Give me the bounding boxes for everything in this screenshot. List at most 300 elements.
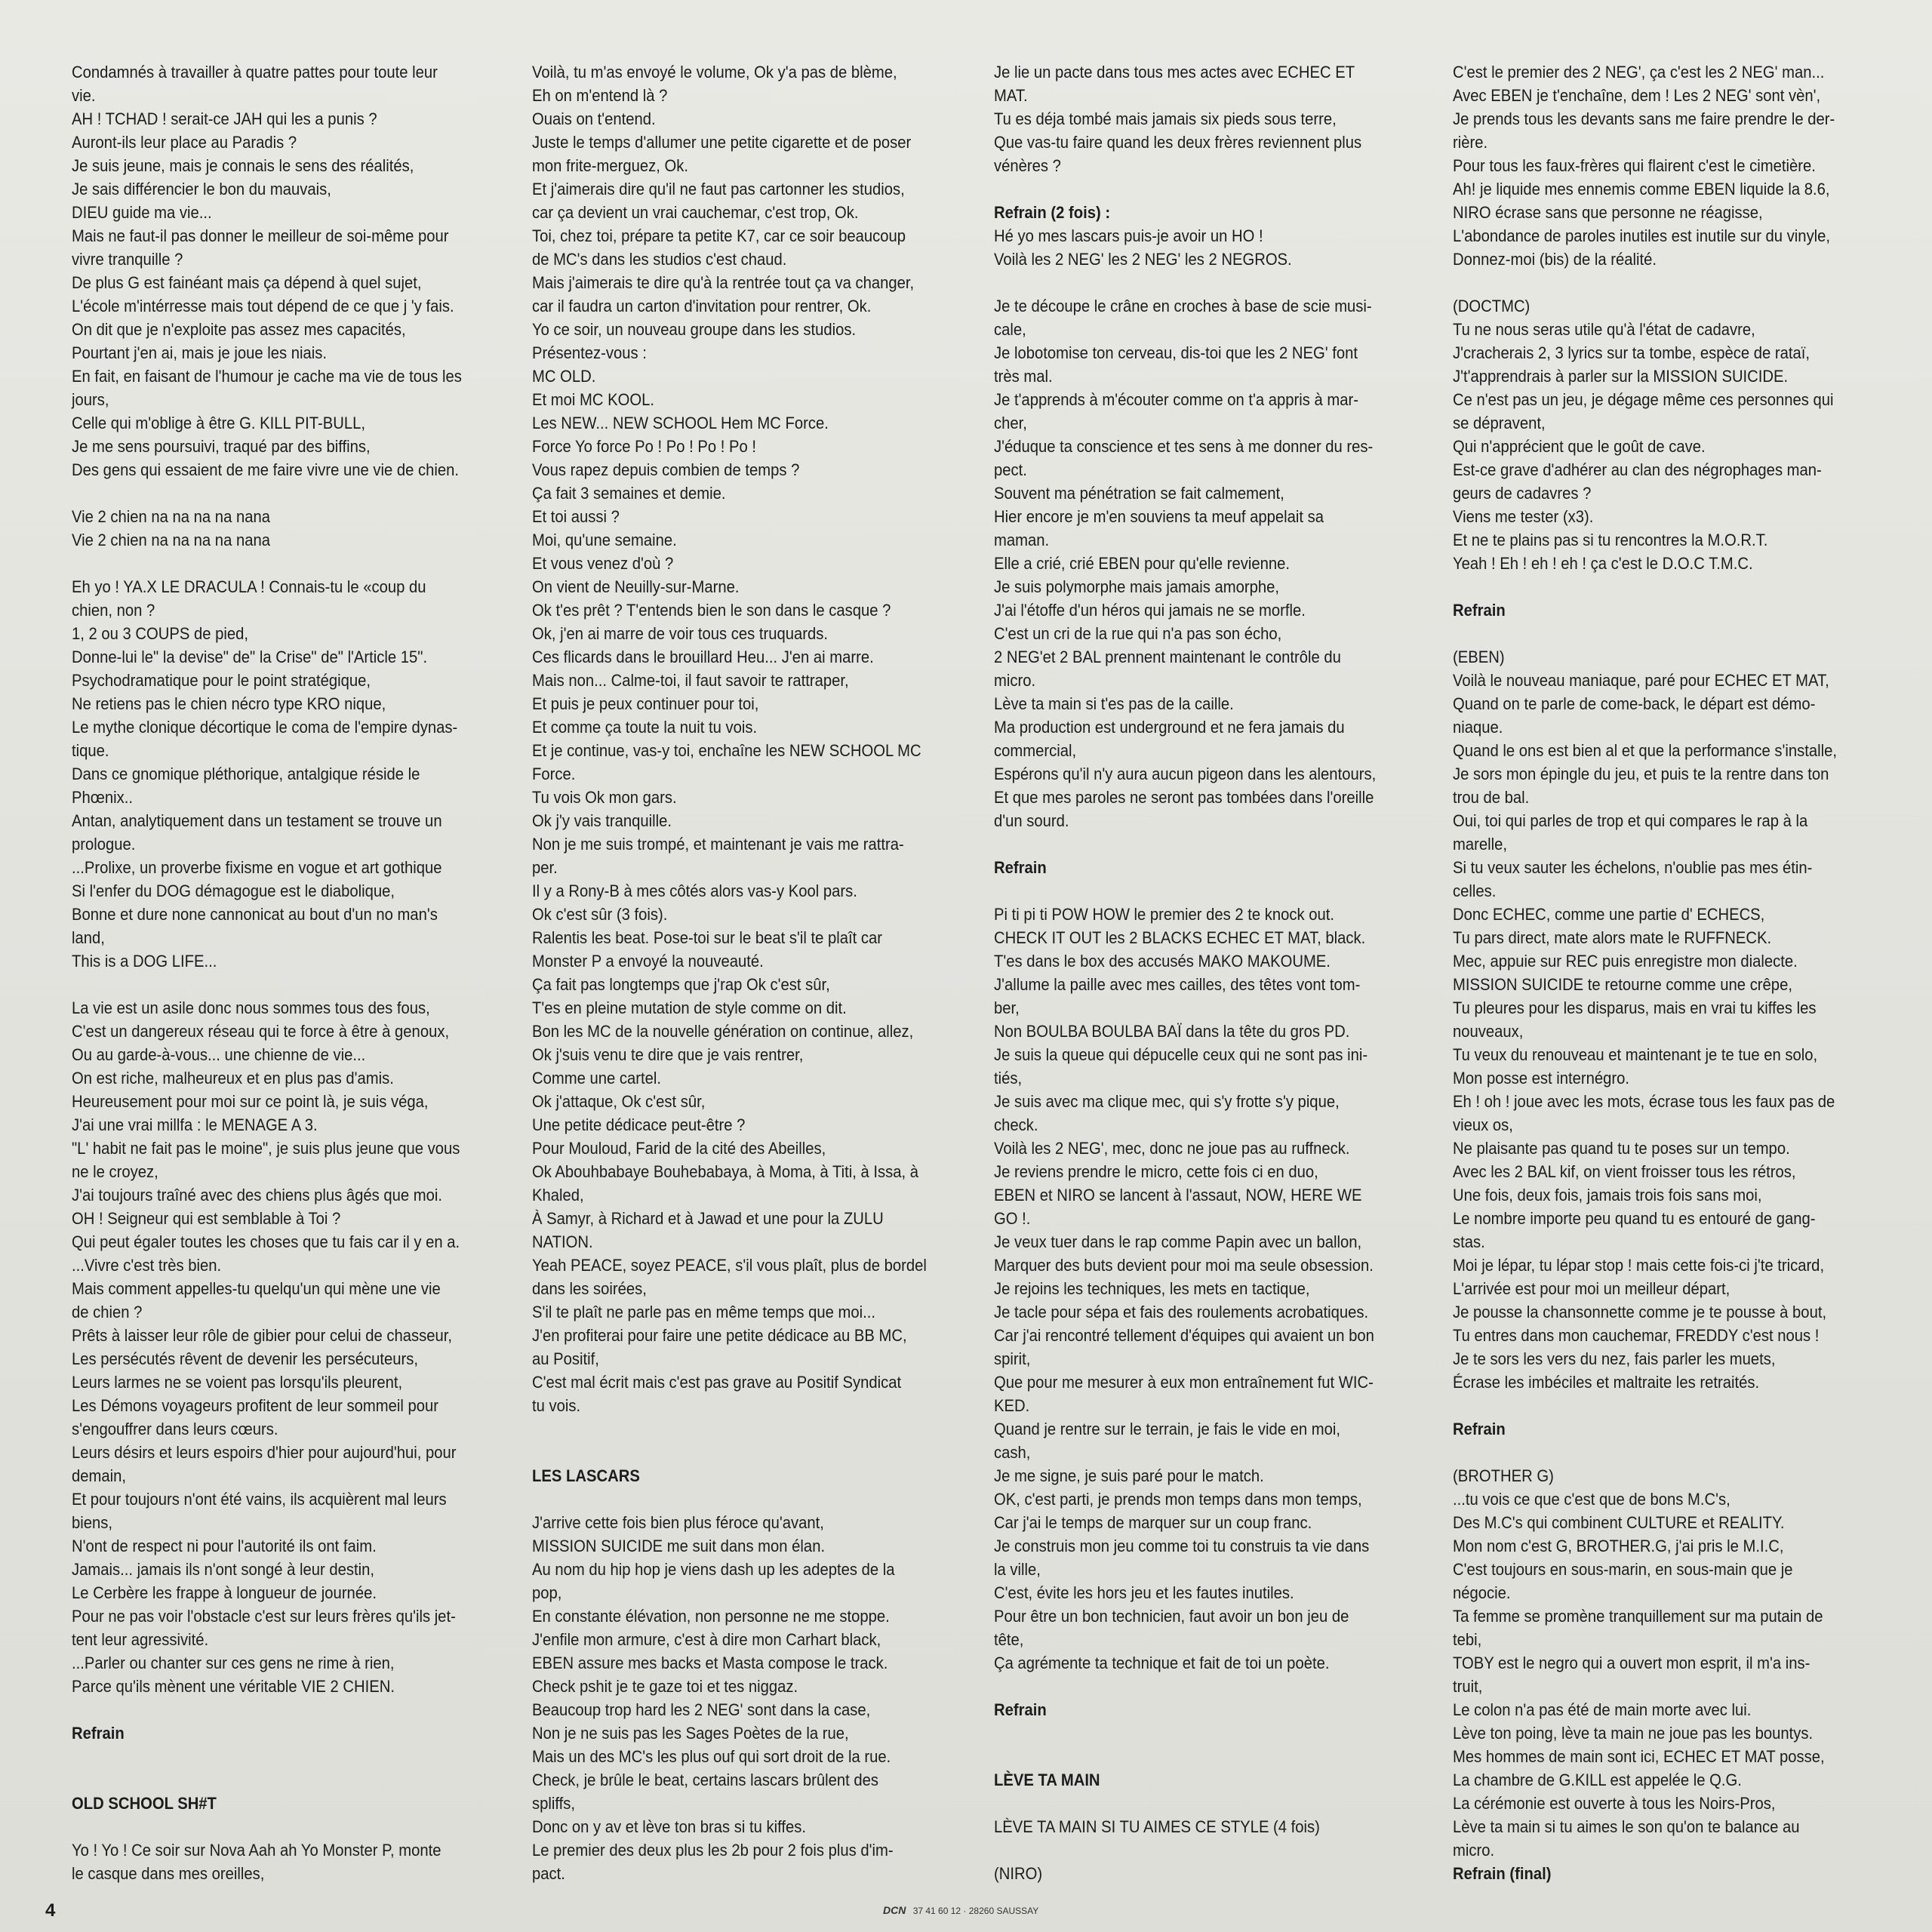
section-heading: Refrain (final) bbox=[1453, 1864, 1552, 1883]
lyric-line: Je me sens poursuivi, traqué par des biffins, bbox=[72, 437, 371, 456]
lyric-line: Celle qui m'oblige à être G. KILL PIT-BULL, bbox=[72, 414, 365, 432]
lyric-line: Je veux tuer dans le rap comme Papin avec un ballon, bbox=[994, 1232, 1362, 1251]
lyric-line: Écrase les imbéciles et maltraite les retraités. bbox=[1453, 1373, 1760, 1392]
lyric-line: Ou au garde-à-vous... une chienne de vie... bbox=[72, 1045, 366, 1064]
lyric-line: Les Démons voyageurs profitent de leur sommeil pour bbox=[72, 1396, 439, 1415]
lyric-line: Check, je brûle le beat, certains lascars brûlent des bbox=[532, 1770, 879, 1789]
lyric-line: geurs de cadavres ? bbox=[1453, 484, 1592, 503]
lyric-line: Voilà les 2 NEG', mec, donc ne joue pas au ruffneck. bbox=[994, 1139, 1350, 1158]
lyric-line: Psychodramatique pour le point stratégique, bbox=[72, 671, 371, 690]
lyric-line: Tu pars direct, mate alors mate le RUFFNECK. bbox=[1453, 928, 1772, 947]
lyric-line: Ma production est underground et ne fera jamais du bbox=[994, 718, 1345, 737]
lyric-line bbox=[72, 973, 492, 996]
lyric-line: per. bbox=[532, 858, 558, 877]
lyric-line: demain, bbox=[72, 1466, 127, 1485]
lyric-line: Je reviens prendre le micro, cette fois ci en duo, bbox=[994, 1162, 1318, 1181]
lyric-line bbox=[72, 552, 492, 575]
lyric-line: Je suis la queue qui dépucelle ceux qui ne sont pas ini- bbox=[994, 1045, 1368, 1064]
lyric-line: Toi, chez toi, prépare ta petite K7, car ce soir beaucoup bbox=[532, 226, 906, 245]
lyric-line: Voilà le nouveau maniaque, paré pour ECHEC ET MAT, bbox=[1453, 671, 1829, 690]
lyric-line: ...Parler ou chanter sur ces gens ne rime à rien, bbox=[72, 1654, 395, 1672]
lyric-line bbox=[994, 1792, 1414, 1815]
lyric-line: spirit, bbox=[994, 1349, 1031, 1368]
lyric-line: GO !. bbox=[994, 1209, 1031, 1228]
lyric-line: Et comme ça toute la nuit tu vois. bbox=[532, 718, 758, 737]
lyric-line: Mais ne faut-il pas donner le meilleur de soi-même pour bbox=[72, 226, 449, 245]
lyric-line: chien, non ? bbox=[72, 601, 155, 620]
lyric-line: Mais j'aimerais te dire qu'à la rentrée tout ça va changer, bbox=[532, 273, 915, 292]
lyric-line: OH ! Seigneur qui est semblable à Toi ? bbox=[72, 1209, 341, 1228]
lyric-line: Et que mes paroles ne seront pas tombées dans l'oreille bbox=[994, 788, 1374, 807]
lyric-line bbox=[72, 481, 492, 505]
lyric-line: Yo ! Yo ! Ce soir sur Nova Aah ah Yo Monster P, monte bbox=[72, 1841, 441, 1860]
lyric-line: Dans ce gnomique pléthorique, antalgique réside le bbox=[72, 764, 420, 783]
lyric-line: la ville, bbox=[994, 1560, 1041, 1579]
lyric-line: au Positif, bbox=[532, 1349, 599, 1368]
lyric-line: Et moi MC KOOL. bbox=[532, 390, 654, 409]
lyric-line: tiés, bbox=[994, 1069, 1023, 1088]
lyric-line bbox=[1453, 622, 1873, 645]
lyric-line: Avec EBEN je t'enchaîne, dem ! Les 2 NEG' sont vèn', bbox=[1453, 86, 1821, 105]
lyric-line: Leurs désirs et leurs espoirs d'hier pour aujourd'hui, pour bbox=[72, 1443, 457, 1462]
lyric-line: Les NEW... NEW SCHOOL Hem MC Force. bbox=[532, 414, 829, 432]
lyric-line: Le Cerbère les frappe à longueur de journée. bbox=[72, 1583, 377, 1602]
lyric-line: C'est le premier des 2 NEG', ça c'est les 2 NEG' man... bbox=[1453, 63, 1825, 82]
lyric-line bbox=[1453, 575, 1873, 598]
section-heading: LES LASCARS bbox=[532, 1466, 640, 1485]
lyric-line: Voilà les 2 NEG' les 2 NEG' les 2 NEGROS. bbox=[994, 250, 1292, 269]
lyric-line: pact. bbox=[532, 1864, 565, 1883]
lyric-line: J'ai l'étoffe d'un héros qui jamais ne se morfle. bbox=[994, 601, 1306, 620]
lyric-line: Des gens qui essaient de me faire vivre une vie de chien. bbox=[72, 460, 460, 479]
lyric-line: Comme une cartel. bbox=[532, 1069, 661, 1088]
lyric-line: Je me signe, je suis paré pour le match. bbox=[994, 1466, 1264, 1485]
lyric-line: Quand on te parle de come-back, le départ est démo- bbox=[1453, 694, 1816, 713]
lyric-line: Je lobotomise ton cerveau, dis-toi que les 2 NEG' font bbox=[994, 343, 1358, 362]
lyric-line: de chien ? bbox=[72, 1303, 143, 1321]
lyric-line: Vous rapez depuis combien de temps ? bbox=[532, 460, 800, 479]
lyric-line: stas. bbox=[1453, 1232, 1485, 1251]
lyric-line: vieux os, bbox=[1453, 1115, 1513, 1134]
lyric-line: Non je me suis trompé, et maintenant je vais me rattra- bbox=[532, 835, 904, 854]
lyric-line: Lève ta main si tu aimes le son qu'on te balance au bbox=[1453, 1817, 1800, 1836]
lyric-line bbox=[532, 1417, 952, 1441]
lyric-line: Je suis polymorphe mais jamais amorphe, bbox=[994, 577, 1279, 596]
lyric-line: Leurs larmes ne se voient pas lorsqu'ils pleurent, bbox=[72, 1373, 403, 1392]
lyric-line: Condamnés à travailler à quatre pattes pour toute leur bbox=[72, 63, 438, 82]
lyric-line: MC OLD. bbox=[532, 367, 596, 386]
lyric-line: car il faudra un carton d'invitation pour rentrer, Ok. bbox=[532, 297, 872, 315]
lyric-line: Marquer des buts devient pour moi ma seule obsession. bbox=[994, 1256, 1374, 1275]
lyric-line: Yeah ! Eh ! eh ! eh ! ça c'est le D.O.C T.M.C. bbox=[1453, 554, 1753, 573]
lyric-line: Je suis jeune, mais je connais le sens des réalités, bbox=[72, 156, 414, 175]
lyric-line: négocie. bbox=[1453, 1583, 1511, 1602]
lyric-line: En fait, en faisant de l'humour je cache ma vie de tous les bbox=[72, 367, 462, 386]
lyric-line: J'allume la paille avec mes cailles, des têtes vont tom- bbox=[994, 975, 1361, 994]
lyric-line: Juste le temps d'allumer une petite cigarette et de poser bbox=[532, 133, 912, 152]
lyric-line: Espérons qu'il n'y aura aucun pigeon dans les alentours, bbox=[994, 764, 1377, 783]
lyric-line: cale, bbox=[994, 320, 1026, 339]
lyric-line: Et ne te plains pas si tu rencontres la M.O.R.T. bbox=[1453, 531, 1768, 549]
lyric-line: Check pshit je te gaze toi et tes niggaz. bbox=[532, 1677, 798, 1696]
lyric-line: Une petite dédicace peut-être ? bbox=[532, 1115, 746, 1134]
lyric-line: cher, bbox=[994, 414, 1027, 432]
lyric-line bbox=[994, 271, 1414, 294]
lyric-line: Donnez-moi (bis) de la réalité. bbox=[1453, 250, 1657, 269]
lyric-line: Hier encore je m'en souviens ta meuf appelait sa bbox=[994, 507, 1324, 526]
printer-address: 37 41 60 12 · 28260 SAUSSAY bbox=[912, 1906, 1039, 1916]
lyric-line: Moi, qu'une semaine. bbox=[532, 531, 677, 549]
lyric-line: De plus G est fainéant mais ça dépend à quel sujet, bbox=[72, 273, 422, 292]
lyric-line: vie. bbox=[72, 86, 96, 105]
lyric-line: pect. bbox=[994, 460, 1027, 479]
lyric-line: TOBY est le negro qui a ouvert mon esprit, il m'a ins- bbox=[1453, 1654, 1810, 1672]
lyric-line: Ok j'y vais tranquille. bbox=[532, 811, 672, 830]
lyric-line: Je suis avec ma clique mec, qui s'y frotte s'y pique, bbox=[994, 1092, 1340, 1111]
lyric-line: jours, bbox=[72, 390, 109, 409]
printer-logo: DCN bbox=[883, 1904, 906, 1916]
lyric-line: tique. bbox=[72, 741, 109, 760]
lyric-line: Hé yo mes lascars puis-je avoir un HO ! bbox=[994, 226, 1263, 245]
lyric-line: Ok c'est sûr (3 fois). bbox=[532, 905, 668, 924]
lyric-line: Je tacle pour sépa et fais des roulements acrobatiques. bbox=[994, 1303, 1369, 1321]
lyric-line: L'arrivée est pour moi un meilleur départ, bbox=[1453, 1279, 1730, 1298]
lyric-line: Souvent ma pénétration se fait calmement, bbox=[994, 484, 1284, 503]
lyric-line: ne le croyez, bbox=[72, 1162, 158, 1181]
lyric-line: CHECK IT OUT les 2 BLACKS ECHEC ET MAT, black. bbox=[994, 928, 1366, 947]
lyric-line: tebi, bbox=[1453, 1630, 1482, 1649]
lyric-line: cash, bbox=[994, 1443, 1031, 1462]
lyric-line: Ok, j'en ai marre de voir tous ces truquards. bbox=[532, 624, 828, 643]
lyric-line bbox=[72, 1815, 492, 1838]
lyric-line: J'enfile mon armure, c'est à dire mon Carhart black, bbox=[532, 1630, 881, 1649]
lyric-line bbox=[532, 1487, 952, 1511]
lyric-line: EBEN assure mes backs et Masta compose le track. bbox=[532, 1654, 888, 1672]
lyric-line: (DOCTMC) bbox=[1453, 297, 1531, 315]
lyric-line: Bonne et dure none cannonicat au bout d'un no man's bbox=[72, 905, 438, 924]
section-heading: Refrain bbox=[994, 1700, 1047, 1719]
lyric-line: Je sais différencier le bon du mauvais, bbox=[72, 180, 331, 198]
lyric-line: marelle, bbox=[1453, 835, 1507, 854]
lyric-line: ...tu vois ce que c'est que de bons M.C's, bbox=[1453, 1490, 1730, 1509]
lyric-line: Heureusement pour moi sur ce point là, je suis véga, bbox=[72, 1092, 429, 1111]
lyric-line: 2 NEG'et 2 BAL prennent maintenant le contrôle du bbox=[994, 648, 1341, 666]
lyric-line: Oui, toi qui parles de trop et qui compares le rap à la bbox=[1453, 811, 1808, 830]
lyric-line: NATION. bbox=[532, 1232, 593, 1251]
lyric-line: J'en profiterai pour faire une petite dédicace au BB MC, bbox=[532, 1326, 907, 1345]
lyric-line: Et puis je peux continuer pour toi, bbox=[532, 694, 759, 713]
lyric-line: ber, bbox=[994, 998, 1020, 1017]
lyric-line: Si l'enfer du DOG démagogue est le diabolique, bbox=[72, 881, 395, 900]
lyric-line: Et je continue, vas-y toi, enchaîne les NEW SCHOOL MC bbox=[532, 741, 921, 760]
lyric-line bbox=[994, 832, 1414, 856]
lyric-line: Ok j'suis venu te dire que je vais rentrer, bbox=[532, 1045, 804, 1064]
lyric-line: MISSION SUICIDE te retourne comme une crêpe, bbox=[1453, 975, 1792, 994]
lyric-line: Tu ne nous seras utile qu'à l'état de cadavre, bbox=[1453, 320, 1755, 339]
lyric-line: Au nom du hip hop je viens dash up les adeptes de la bbox=[532, 1560, 895, 1579]
lyric-line: Tu vois Ok mon gars. bbox=[532, 788, 677, 807]
lyric-line: Je prends tous les devants sans me faire prendre le der- bbox=[1453, 109, 1835, 128]
lyric-line bbox=[72, 1745, 492, 1768]
lyric-line: OK, c'est parti, je prends mon temps dans mon temps, bbox=[994, 1490, 1362, 1509]
lyric-line: Quand je rentre sur le terrain, je fais le vide en moi, bbox=[994, 1420, 1341, 1438]
lyric-line: Lève ta main si t'es pas de la caille. bbox=[994, 694, 1234, 713]
lyric-line: Donc ECHEC, comme une partie d' ECHECS, bbox=[1453, 905, 1765, 924]
lyric-line: Beaucoup trop hard les 2 NEG' sont dans la case, bbox=[532, 1700, 871, 1719]
lyric-line: pop, bbox=[532, 1583, 562, 1602]
lyric-line: tent leur agressivité. bbox=[72, 1630, 209, 1649]
lyric-line: Ok Abouhbabaye Bouhebabaya, à Moma, à Titi, à Issa, à bbox=[532, 1162, 918, 1181]
lyric-line: (NIRO) bbox=[994, 1864, 1043, 1883]
lyric-line: Yo ce soir, un nouveau groupe dans les studios. bbox=[532, 320, 857, 339]
lyric-line: tête, bbox=[994, 1630, 1024, 1649]
lyric-line: C'est toujours en sous-marin, en sous-main que je bbox=[1453, 1560, 1793, 1579]
lyric-line: J'arrive cette fois bien plus féroce qu'avant, bbox=[532, 1513, 824, 1532]
lyric-line: Je t'apprends à m'écouter comme on t'a appris à mar- bbox=[994, 390, 1358, 409]
lyric-line: AH ! TCHAD ! serait-ce JAH qui les a punis ? bbox=[72, 109, 377, 128]
lyric-line: S'il te plaît ne parle pas en même temps que moi... bbox=[532, 1303, 875, 1321]
lyric-line: Je construis mon jeu comme toi tu construis ta vie dans bbox=[994, 1537, 1370, 1555]
lyric-line bbox=[994, 1745, 1414, 1768]
lyric-line: micro. bbox=[994, 671, 1036, 690]
lyric-line: Mec, appuie sur REC puis enregistre mon dialecte. bbox=[1453, 952, 1798, 971]
lyric-line: La chambre de G.KILL est appelée le Q.G. bbox=[1453, 1770, 1742, 1789]
lyric-line: T'es dans le box des accusés MAKO MAKOUME. bbox=[994, 952, 1331, 971]
lyric-line: Eh on m'entend là ? bbox=[532, 86, 668, 105]
lyric-line: Ouais on t'entend. bbox=[532, 109, 656, 128]
lyric-line: Une fois, deux fois, jamais trois fois sans moi, bbox=[1453, 1186, 1762, 1204]
lyric-line bbox=[72, 1768, 492, 1792]
lyric-line: N'ont de respect ni pour l'autorité ils ont faim. bbox=[72, 1537, 377, 1555]
lyric-line: prologue. bbox=[72, 835, 136, 854]
lyric-line: Yeah PEACE, soyez PEACE, s'il vous plaît, plus de bordel bbox=[532, 1256, 927, 1275]
lyric-line: C'est, évite les hors jeu et les fautes inutiles. bbox=[994, 1583, 1294, 1602]
lyric-line: Ça agrémente ta technique et fait de toi un poète. bbox=[994, 1654, 1330, 1672]
lyric-line: truit, bbox=[1453, 1677, 1483, 1696]
lyric-line: MISSION SUICIDE me suit dans mon élan. bbox=[532, 1537, 826, 1555]
lyric-line: Pi ti pi ti POW HOW le premier des 2 te knock out. bbox=[994, 905, 1335, 924]
lyric-line: nouveaux, bbox=[1453, 1022, 1524, 1041]
lyric-line: Le premier des deux plus les 2b pour 2 fois plus d'im- bbox=[532, 1841, 894, 1860]
lyric-line: Je te découpe le crâne en croches à base de scie musi- bbox=[994, 297, 1372, 315]
lyric-line: This is a DOG LIFE... bbox=[72, 952, 217, 971]
lyric-line: EBEN et NIRO se lancent à l'assaut, NOW, HERE WE bbox=[994, 1186, 1362, 1204]
lyric-line: trou de bal. bbox=[1453, 788, 1530, 807]
lyric-line: (BROTHER G) bbox=[1453, 1466, 1554, 1485]
lyric-line: Que pour me mesurer à eux mon entraînement fut WIC- bbox=[994, 1373, 1374, 1392]
lyric-line: Car j'ai rencontré tellement d'équipes qui avaient un bon bbox=[994, 1326, 1374, 1345]
lyric-line: rière. bbox=[1453, 133, 1488, 152]
lyric-line: Vie 2 chien na na na na nana bbox=[72, 507, 270, 526]
lyric-line: Donne-lui le" la devise" de" la Crise" de" l'Article 15". bbox=[72, 648, 428, 666]
lyric-line: micro. bbox=[1453, 1841, 1495, 1860]
lyric-line: Antan, analytiquement dans un testament se trouve un bbox=[72, 811, 442, 830]
lyric-line: J't'apprendrais à parler sur la MISSION SUICIDE. bbox=[1453, 367, 1789, 386]
lyric-line bbox=[532, 1441, 952, 1464]
lyric-line: On dit que je n'exploite pas assez mes capacités, bbox=[72, 320, 406, 339]
lyric-line: J'ai une vrai millfa : le MENAGE A 3. bbox=[72, 1115, 318, 1134]
lyric-line: Car j'ai le temps de marquer sur un coup franc. bbox=[994, 1513, 1312, 1532]
lyric-line: d'un sourd. bbox=[994, 811, 1069, 830]
lyric-line: Pourtant j'en ai, mais je joue les niais. bbox=[72, 343, 328, 362]
lyric-line: On vient de Neuilly-sur-Marne. bbox=[532, 577, 740, 596]
lyric-line bbox=[72, 1698, 492, 1721]
lyric-line: dans les soirées, bbox=[532, 1279, 647, 1298]
lyric-line: Ok t'es prêt ? T'entends bien le son dans le casque ? bbox=[532, 601, 891, 620]
lyric-line: "L' habit ne fait pas le moine", je suis plus jeune que vous bbox=[72, 1139, 460, 1158]
lyric-line: Je pousse la chansonnette comme je te pousse à bout, bbox=[1453, 1303, 1827, 1321]
lyric-line: Et j'aimerais dire qu'il ne faut pas cartonner les studios, bbox=[532, 180, 905, 198]
lyric-line: C'est un cri de la rue qui n'a pas son écho, bbox=[994, 624, 1282, 643]
lyric-line: Ah! je liquide mes ennemis comme EBEN liquide la 8.6, bbox=[1453, 180, 1830, 198]
lyric-line: Parce qu'ils mènent une véritable VIE 2 CHIEN. bbox=[72, 1677, 395, 1696]
lyric-line: Je te sors les vers du nez, fais parler les muets, bbox=[1453, 1349, 1776, 1368]
lyric-line: Si tu veux sauter les échelons, n'oublie pas mes étin- bbox=[1453, 858, 1813, 877]
lyric-line: Des M.C's qui combinent CULTURE et REALITY. bbox=[1453, 1513, 1785, 1532]
lyric-line: Bon les MC de la nouvelle génération on continue, allez, bbox=[532, 1022, 914, 1041]
lyric-line: celles. bbox=[1453, 881, 1497, 900]
lyric-line: T'es en pleine mutation de style comme on dit. bbox=[532, 998, 847, 1017]
lyric-line: Ça fait pas longtemps que j'rap Ok c'est sûr, bbox=[532, 975, 830, 994]
lyric-line: vénères ? bbox=[994, 156, 1061, 175]
section-heading: Refrain bbox=[994, 858, 1047, 877]
lyric-line: Elle a crié, crié EBEN pour qu'elle revienne. bbox=[994, 554, 1290, 573]
lyric-line: Tu entres dans mon cauchemar, FREDDY c'est nous ! bbox=[1453, 1326, 1820, 1345]
section-heading: Refrain (2 fois) : bbox=[994, 203, 1111, 222]
lyric-line bbox=[1453, 1441, 1873, 1464]
lyric-line: (EBEN) bbox=[1453, 648, 1505, 666]
lyric-line: ...Vivre c'est très bien. bbox=[72, 1256, 222, 1275]
section-heading: LÈVE TA MAIN bbox=[994, 1770, 1100, 1789]
section-heading: Refrain bbox=[1453, 1420, 1506, 1438]
lyric-line: Je sors mon épingle du jeu, et puis te la rentre dans ton bbox=[1453, 764, 1829, 783]
lyric-line: NIRO écrase sans que personne ne réagisse, bbox=[1453, 203, 1763, 222]
lyric-line: Ne retiens pas le chien nécro type KRO nique, bbox=[72, 694, 386, 713]
lyric-line: 1, 2 ou 3 COUPS de pied, bbox=[72, 624, 249, 643]
lyric-line: Ne plaisante pas quand tu te poses sur un tempo. bbox=[1453, 1139, 1790, 1158]
lyrics-column-3 bbox=[994, 60, 1414, 1885]
lyric-line: mon frite-merguez, Ok. bbox=[532, 156, 688, 175]
lyric-line: KED. bbox=[994, 1396, 1030, 1415]
lyric-line: Tu es déja tombé mais jamais six pieds sous terre, bbox=[994, 109, 1337, 128]
lyrics-column-1 bbox=[72, 60, 492, 1885]
lyric-line bbox=[994, 879, 1414, 903]
lyric-line bbox=[1453, 271, 1873, 294]
lyric-line: L'abondance de paroles inutiles est inutile sur du vinyle, bbox=[1453, 226, 1831, 245]
lyric-line: Que vas-tu faire quand les deux frères reviennent plus bbox=[994, 133, 1362, 152]
lyric-line: le casque dans mes oreilles, bbox=[72, 1864, 265, 1883]
lyric-line: Lève ton poing, lève ta main ne joue pas les bountys. bbox=[1453, 1724, 1814, 1743]
lyric-line: La cérémonie est ouverte à tous les Noirs-Pros, bbox=[1453, 1794, 1776, 1813]
lyric-line: commercial, bbox=[994, 741, 1077, 760]
lyric-line: C'est mal écrit mais c'est pas grave au Positif Syndicat bbox=[532, 1373, 902, 1392]
lyric-line bbox=[994, 1675, 1414, 1698]
lyric-line: land, bbox=[72, 928, 105, 947]
printer-footer bbox=[883, 1904, 1038, 1916]
lyric-line: Moi je lépar, tu lépar stop ! mais cette fois-ci j'te tricard, bbox=[1453, 1256, 1825, 1275]
lyrics-column-4 bbox=[1453, 60, 1873, 1885]
lyric-line: LÈVE TA MAIN SI TU AIMES CE STYLE (4 fois) bbox=[994, 1817, 1320, 1836]
lyric-line: Il y a Rony-B à mes côtés alors vas-y Kool pars. bbox=[532, 881, 857, 900]
lyric-line: C'est un dangereux réseau qui te force à être à genoux, bbox=[72, 1022, 450, 1041]
lyric-line: Qui n'apprécient que le goût de cave. bbox=[1453, 437, 1706, 456]
lyric-line: Pour être un bon technicien, faut avoir un bon jeu de bbox=[994, 1607, 1349, 1626]
lyric-line: se dépravent, bbox=[1453, 414, 1546, 432]
lyric-line: Force Yo force Po ! Po ! Po ! Po ! bbox=[532, 437, 757, 456]
lyric-line: ...Prolixe, un proverbe fixisme en vogue et art gothique bbox=[72, 858, 442, 877]
lyric-line: Les persécutés rêvent de devenir les persécuteurs, bbox=[72, 1349, 419, 1368]
lyric-line: À Samyr, à Richard et à Jawad et une pour la ZULU bbox=[532, 1209, 884, 1228]
lyric-line: très mal. bbox=[994, 367, 1053, 386]
lyric-line: Khaled, bbox=[532, 1186, 584, 1204]
lyric-line: Le mythe clonique décortique le coma de l'empire dynas- bbox=[72, 718, 458, 737]
lyric-line: Vie 2 chien na na na na nana bbox=[72, 531, 270, 549]
lyric-line: Mais un des MC's les plus ouf qui sort droit de la rue. bbox=[532, 1747, 891, 1766]
lyric-line: Ta femme se promène tranquillement sur ma putain de bbox=[1453, 1607, 1823, 1626]
lyric-line: Tu veux du renouveau et maintenant je te tue en solo, bbox=[1453, 1045, 1818, 1064]
lyric-line: Mais comment appelles-tu quelqu'un qui mène une vie bbox=[72, 1279, 441, 1298]
lyric-line: Donc on y av et lève ton bras si tu kiffes. bbox=[532, 1817, 807, 1836]
lyric-line: Prêts à laisser leur rôle de gibier pour celui de chasseur, bbox=[72, 1326, 453, 1345]
lyric-line: Et vous venez d'où ? bbox=[532, 554, 674, 573]
lyric-line: Quand le ons est bien al et que la performance s'installe, bbox=[1453, 741, 1838, 760]
lyric-line: Non je ne suis pas les Sages Poètes de la rue, bbox=[532, 1724, 849, 1743]
lyric-line: Monster P a envoyé la nouveauté. bbox=[532, 952, 764, 971]
section-heading: OLD SCHOOL SH#T bbox=[72, 1794, 217, 1813]
lyric-line: spliffs, bbox=[532, 1794, 575, 1813]
lyric-line: Pour Mouloud, Farid de la cité des Abeilles, bbox=[532, 1139, 826, 1158]
lyric-line: Mon nom c'est G, BROTHER.G, j'ai pris le M.I.C, bbox=[1453, 1537, 1784, 1555]
lyric-line: car ça devient un vrai cauchemar, c'est trop, Ok. bbox=[532, 203, 859, 222]
lyric-line: Eh ! oh ! joue avec les mots, écrase tous les faux pas de bbox=[1453, 1092, 1835, 1111]
lyric-line: En constante élévation, non personne ne me stoppe. bbox=[532, 1607, 890, 1626]
lyric-line: Mais non... Calme-toi, il faut savoir te rattraper, bbox=[532, 671, 849, 690]
lyric-line: biens, bbox=[72, 1513, 113, 1532]
lyric-line: MAT. bbox=[994, 86, 1028, 105]
lyric-line: J'éduque ta conscience et tes sens à me donner du res- bbox=[994, 437, 1374, 456]
lyric-line: Ces flicards dans le brouillard Heu... J'en ai marre. bbox=[532, 648, 874, 666]
section-heading: Refrain bbox=[72, 1724, 125, 1743]
lyric-line: J'cracherais 2, 3 lyrics sur ta tombe, espèce de rataï, bbox=[1453, 343, 1810, 362]
lyric-line: Et toi aussi ? bbox=[532, 507, 620, 526]
lyric-line: Qui peut égaler toutes les choses que tu fais car il y en a. bbox=[72, 1232, 460, 1251]
lyric-line: s'engouffrer dans leurs cœurs. bbox=[72, 1420, 278, 1438]
lyrics-column-2 bbox=[532, 60, 952, 1885]
lyric-line: Avec les 2 BAL kif, on vient froisser tous les rétros, bbox=[1453, 1162, 1796, 1181]
lyric-line: Tu pleures pour les disparus, mais en vrai tu kiffes les bbox=[1453, 998, 1817, 1017]
lyric-line: Pour ne pas voir l'obstacle c'est sur leurs frères qu'ils jet- bbox=[72, 1607, 456, 1626]
lyric-line: Ce n'est pas un jeu, je dégage même ces personnes qui bbox=[1453, 390, 1834, 409]
lyric-line: Eh yo ! YA.X LE DRACULA ! Connais-tu le «coup du bbox=[72, 577, 426, 596]
lyric-line: Force. bbox=[532, 764, 576, 783]
lyric-line: Viens me tester (x3). bbox=[1453, 507, 1594, 526]
lyric-line: Est-ce grave d'adhérer au clan des négrophages man- bbox=[1453, 460, 1822, 479]
lyric-line: Ralentis les beat. Pose-toi sur le beat s'il te plaît car bbox=[532, 928, 882, 947]
lyric-line bbox=[994, 1838, 1414, 1862]
lyric-line: de MC's dans les studios c'est chaud. bbox=[532, 250, 787, 269]
lyric-line: check. bbox=[994, 1115, 1038, 1134]
lyric-line bbox=[994, 177, 1414, 201]
lyric-line: Non BOULBA BOULBA BAÏ dans la tête du gros PD. bbox=[994, 1022, 1350, 1041]
lyric-line: Le nombre importe peu quand tu es entouré de gang- bbox=[1453, 1209, 1816, 1228]
lyric-line: niaque. bbox=[1453, 718, 1503, 737]
lyric-line: Pour tous les faux-frères qui flairent c'est le cimetière. bbox=[1453, 156, 1816, 175]
lyric-line: DIEU guide ma vie... bbox=[72, 203, 212, 222]
lyric-line: Mon posse est internégro. bbox=[1453, 1069, 1630, 1088]
lyric-line: Jamais... jamais ils n'ont songé à leur destin, bbox=[72, 1560, 374, 1579]
lyric-line: tu vois. bbox=[532, 1396, 581, 1415]
lyric-line: On est riche, malheureux et en plus pas d'amis. bbox=[72, 1069, 394, 1088]
